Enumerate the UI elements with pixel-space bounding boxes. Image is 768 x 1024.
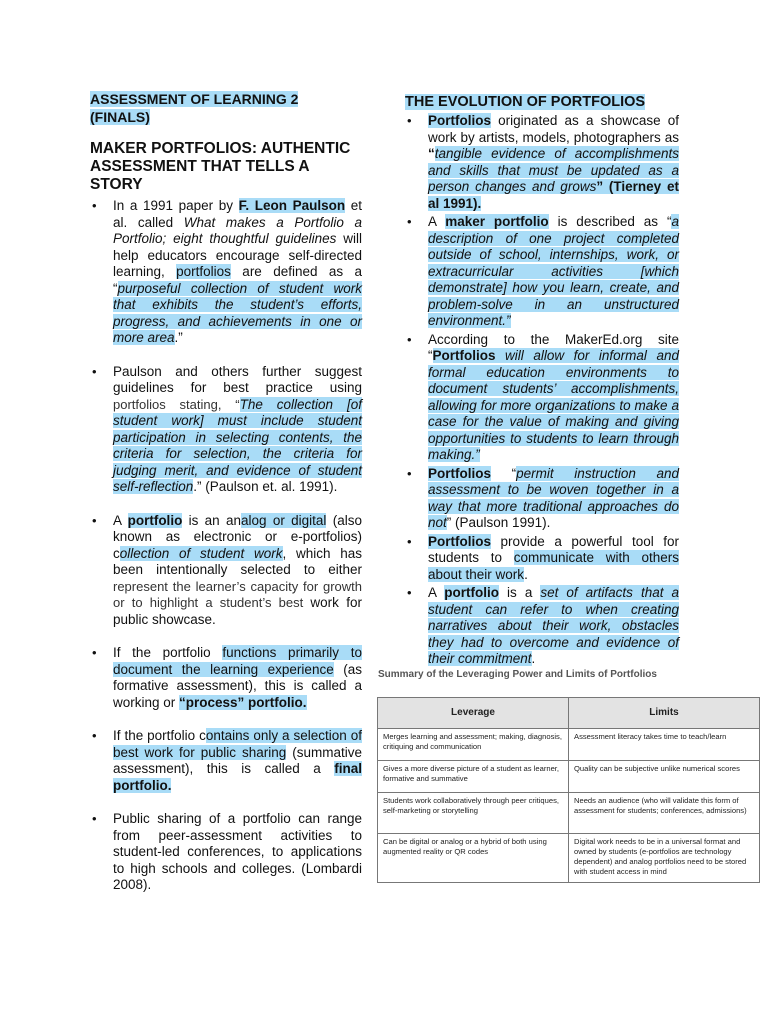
list-item: • A portfolio is a set of artifacts that a student can refer to when creating narratives about their work, obstacles they had to overcome and evidence of their commitment. <box>405 585 679 668</box>
right-heading: THE EVOLUTION OF PORTFOLIOS <box>405 94 646 110</box>
list-item: • Portfolios originated as a showcase of work by artists, models, photographers as “tangible evidence of accomplishments and skills that must be updated as a person changes and grows” (Tierney et al 1991). <box>405 113 679 212</box>
table-cell: Assessment literacy takes time to teach/learn <box>569 729 760 761</box>
table-row <box>378 761 760 793</box>
table-cell: Students work collaboratively through peer critiques, self-marketing or storytelling <box>378 793 569 834</box>
list-item: • If the portfolio contains only a selection of best work for public sharing (summative assessment), this is called a final portfolio. <box>90 728 362 794</box>
table-cell: Can be digital or analog or a hybrid of both using augmented reality or QR codes <box>378 834 569 883</box>
table-title: Summary of the Leveraging Power and Limits of Portfolios <box>378 669 657 680</box>
left-bullet-list <box>90 198 362 894</box>
right-column <box>405 93 679 670</box>
document-title: ASSESSMENT OF LEARNING 2 (FINALS) <box>90 91 299 125</box>
table-cell: Quality can be subjective unlike numerical scores <box>569 761 760 793</box>
list-item: • A portfolio is an analog or digital (also known as electronic or e-portfolios) collection of student work, which has been intentionally selected to either represent the learner’s capacity for growth or to highlight a student’s best work for public showcase. <box>90 513 362 629</box>
table-cell: Merges learning and assessment; making, diagnosis, critiquing and communication <box>378 729 569 761</box>
table-header-row <box>378 698 760 729</box>
table-cell: Digital work needs to be in a universal format and owned by students (e-portfolios are technology dependent) and analog portfolios need to be stored with student access in mind <box>569 834 760 883</box>
table-row <box>378 834 760 883</box>
list-item: • According to the MakerEd.org site “Portfolios will allow for informal and formal education environments to document students’ accomplishments, allowing for more organizations to make a case for the value of making and giving opportunities to students to learn through making.” <box>405 332 679 464</box>
table-row <box>378 793 760 834</box>
left-column <box>90 90 362 911</box>
section-heading: MAKER PORTFOLIOS: AUTHENTIC ASSESSMENT THAT TELLS A STORY <box>90 140 351 193</box>
right-bullet-list <box>405 113 679 668</box>
list-item: • Portfolios “permit instruction and assessment to be woven together in a way that more traditional approaches do not” (Paulson 1991). <box>405 466 679 532</box>
list-item: • If the portfolio functions primarily to document the learning experience (as formative assessment), this is called a working or “process” portfolio. <box>90 645 362 711</box>
list-item: • Paulson and others further suggest guidelines for best practice using portfolios stating, “The collection [of student work] must include student participation in selecting contents, the criteria for selection, the criteria for judging merit, and evidence of student self-reflection.” (Paulson et. al. 1991). <box>90 364 362 496</box>
list-item: • Portfolios provide a powerful tool for students to communicate with others about their work. <box>405 534 679 584</box>
summary-table <box>377 697 760 883</box>
list-item: • In a 1991 paper by F. Leon Paulson et al. called What makes a Portfolio a Portfolio; eight thoughtful guidelines will help educators encourage self-directed learning, portfolios are defined as a “purposeful collection of student work that exhibits the student’s efforts, progress, and achievements in one or more area.” <box>90 198 362 347</box>
table-row <box>378 729 760 761</box>
list-item: • A maker portfolio is described as “a description of one project completed outside of school, internships, work, or extracurricular activities [which demonstrate] how you learn, create, and problem-solve in an unstructured environment.” <box>405 214 679 330</box>
column-header-limits: Limits <box>569 698 760 729</box>
table-cell: Gives a more diverse picture of a student as learner, formative and summative <box>378 761 569 793</box>
table-cell: Needs an audience (who will validate this form of assessment for students; conferences, admissions) <box>569 793 760 834</box>
column-header-leverage: Leverage <box>378 698 569 729</box>
list-item: • Public sharing of a portfolio can range from peer-assessment activities to student-led conferences, to applications to high schools and colleges. (Lombardi 2008). <box>90 811 362 894</box>
